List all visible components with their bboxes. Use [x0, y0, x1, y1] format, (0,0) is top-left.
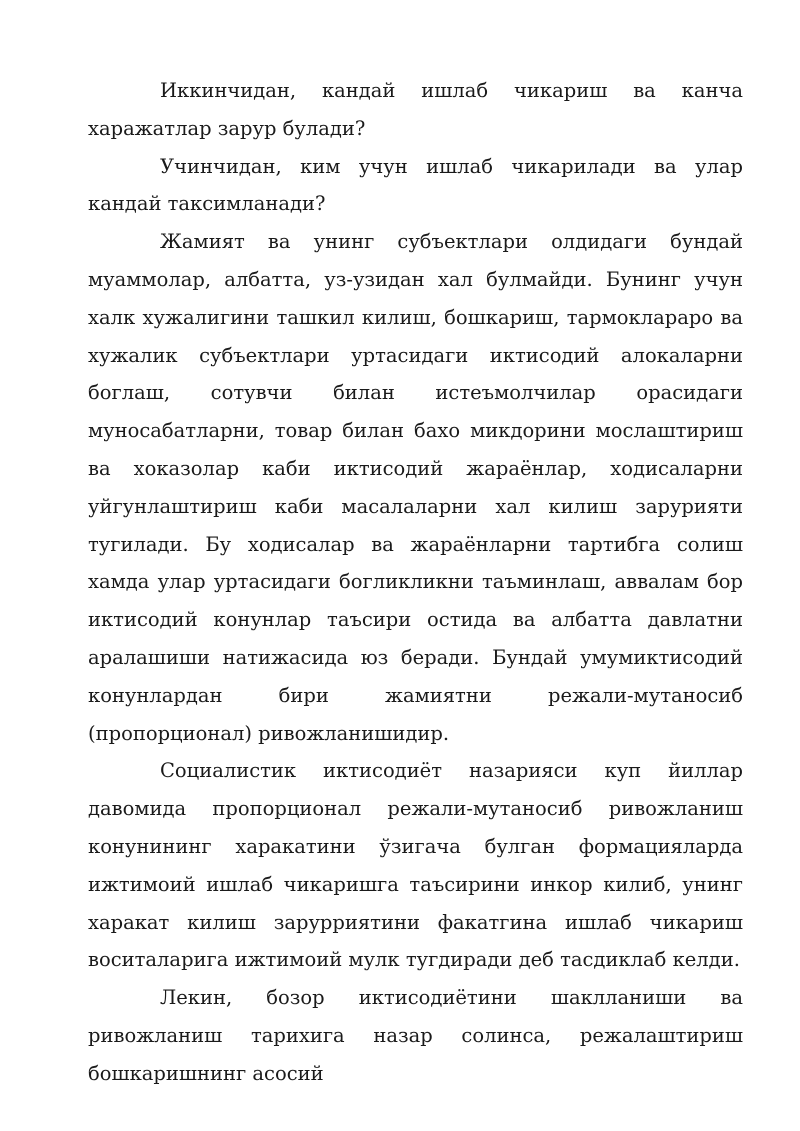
paragraph-1: Иккинчидан, кандай ишлаб чикариш ва канча харажатлар зарур булади? [88, 79, 743, 140]
document-body [88, 72, 743, 1093]
paragraph-5: Лекин, бозор иктисодиётини шаклланиши ва ривожланиш тарихига назар солинса, режалаштириш бошкаришнинг асосий [88, 986, 743, 1085]
paragraph-2: Учинчидан, ким учун ишлаб чикарилади ва улар кандай таксимланади? [88, 154, 743, 216]
paragraph-4: Социалистик иктисодиёт назарияси куп йиллар давомида пропорционал режали-мутаносиб ривожланиш конунининг харакатини ўзигача булган формацияларда ижтимоий ишлаб чикаришга таъсирини инкор килиб, унинг харакат килиш зарурриятини факатгина ишлаб чикариш воситаларига ижтимоий мулк тугдиради деб тасдиклаб келди. [88, 759, 743, 972]
paragraph-3: Жамият ва унинг субъектлари олдидаги бундай муаммолар, албатта, уз-узидан хал булмайди. Бунинг учун халк хужалигини ташкил килиш, бошкариш, тармоклараро ва хужалик субъектлари уртасидаги иктисодий алокаларни боглаш, сотувчи билан истеъмолчилар орасидаги муносабатларни, товар билан бахо микдорини мослаштириш ва хоказолар каби иктисодий жараёнлар, ходисаларни уйгунлаштириш каби масалаларни хал килиш зарурияти тугилади. Бу ходисалар ва жараёнларни тартибга солиш хамда улар уртасидаги богликликни таъминлаш, аввалам бор иктисодий конунлар таъсири остида ва албатта давлатни аралашиши натижасида юз беради. Бундай умумиктисодий конунлардан бири жамиятни режали-мутаносиб (пропорционал) ривожланишидир. [88, 230, 743, 745]
